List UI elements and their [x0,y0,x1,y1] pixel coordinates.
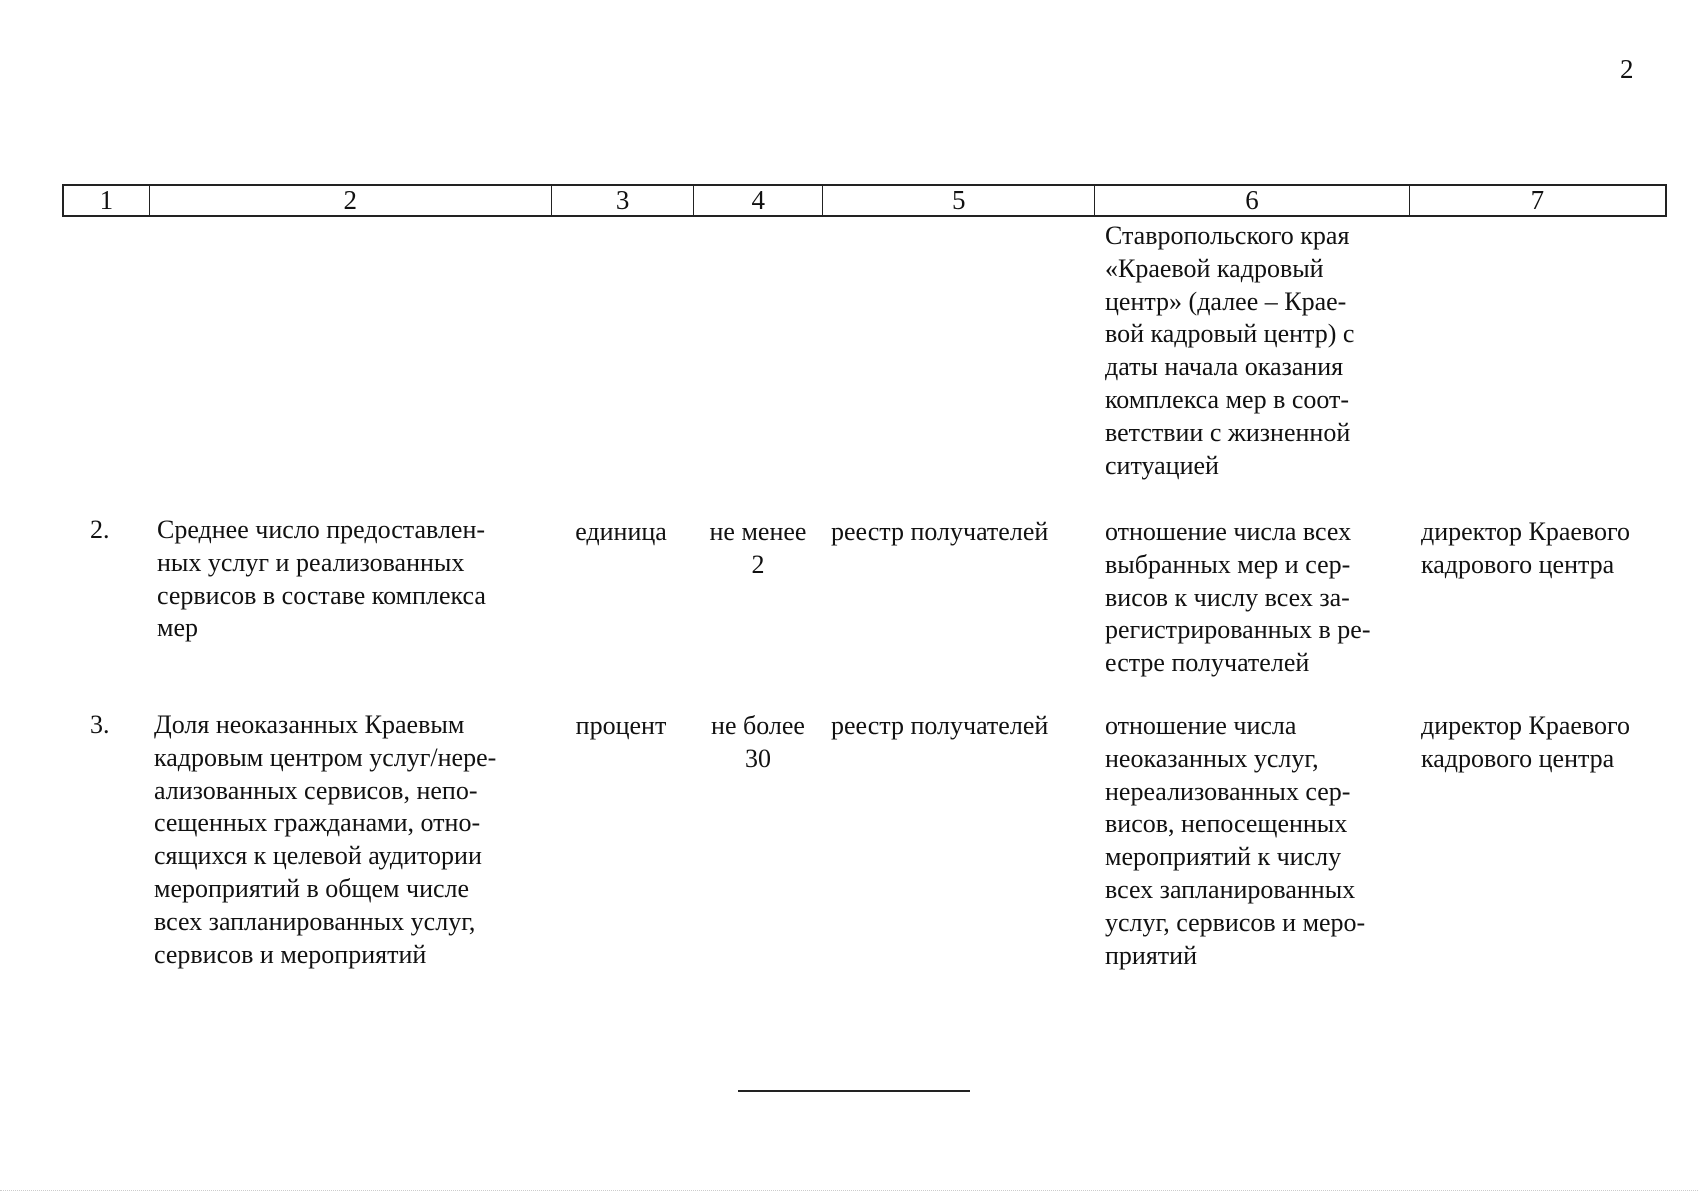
text-line: 2 [751,549,765,579]
text-line: Среднее число предоставлен- [157,515,486,544]
row-3-source: реестр получателей [831,711,1049,740]
header-col-5: 5 [823,186,1095,215]
text-line: кадровым центром услуг/нере- [154,742,497,772]
header-col-2: 2 [150,186,552,215]
text-line: не более [711,711,805,740]
row-3-method [1105,710,1400,972]
text-line: 30 [745,743,771,773]
text-line: не менее [709,517,807,546]
text-line: ситуацией [1105,450,1219,480]
text-line: сящихся к целевой аудитории [154,841,482,871]
text-line: сещенных гражданами, отно- [154,808,481,838]
text-line: кадрового центра [1421,549,1615,579]
header-col-7: 7 [1530,185,1545,215]
text-line: ных услуг и реализованных [157,547,465,577]
text-line: мероприятий к числу [1105,842,1342,872]
header-col-6: 6 [1095,186,1409,215]
text-line: кадрового центра [1421,743,1615,773]
row-2-value [694,516,822,582]
row-2-unit: единица [575,517,667,546]
text-line: мер [157,613,198,643]
text-line: Ставропольского края [1105,221,1350,250]
row-3-responsible [1421,710,1667,776]
header-col-3: 3 [552,186,695,215]
end-divider-line [738,1090,970,1092]
row-2-number: 2. [90,515,110,544]
text-line: Доля неоказанных Краевым [154,710,465,739]
text-line: сервисов и мероприятий [154,939,427,969]
page-number: 2 [1620,54,1634,84]
text-line: ализованных сервисов, непо- [154,775,478,805]
header-col-1: 1 [64,186,150,215]
text-line: директор Краевого [1421,517,1631,546]
text-line: всех запланированных [1105,874,1356,904]
text-line: мероприятий в общем числе [154,873,470,903]
header-col-4: 4 [694,186,823,215]
scan-edge-line [0,1190,1698,1191]
text-line: сервисов в составе комплекса [157,580,486,610]
text-line: центр» (далее – Крае- [1105,286,1347,316]
text-line: комплекса мер в соот- [1105,384,1350,414]
text-line: даты начала оказания [1105,352,1344,382]
text-line: неоказанных услуг, [1105,743,1319,773]
text-line: висов к числу всех за- [1105,582,1350,612]
text-line: директор Краевого [1421,711,1631,740]
text-line: «Краевой кадровый [1105,253,1324,283]
text-line: естре получателей [1105,648,1310,678]
row-2-indicator-name [157,514,537,645]
text-line: выбранных мер и сер- [1105,549,1351,579]
text-line: висов, непосещенных [1105,809,1348,839]
text-line: нереализованных сер- [1105,776,1351,806]
text-line: ветствии с жизненной [1105,417,1351,447]
text-line: приятий [1105,940,1197,970]
text-line: отношение числа [1105,711,1297,740]
row-2-method [1105,516,1400,680]
text-line: регистрированных в ре- [1105,615,1371,645]
text-line: отношение числа всех [1105,517,1352,546]
row-3-indicator-name [154,709,537,971]
text-line: услуг, сервисов и меро- [1105,907,1366,937]
row-2-responsible [1421,516,1667,582]
row-3-value [694,710,822,776]
continuation-method-text [1105,220,1400,482]
text-line: вой кадровый центр) с [1105,319,1355,349]
row-2-source: реестр получателей [831,517,1049,546]
text-line: всех запланированных услуг, [154,906,476,936]
row-3-unit: процент [575,711,667,740]
table-header-row [62,184,1667,217]
row-3-number: 3. [90,710,110,739]
